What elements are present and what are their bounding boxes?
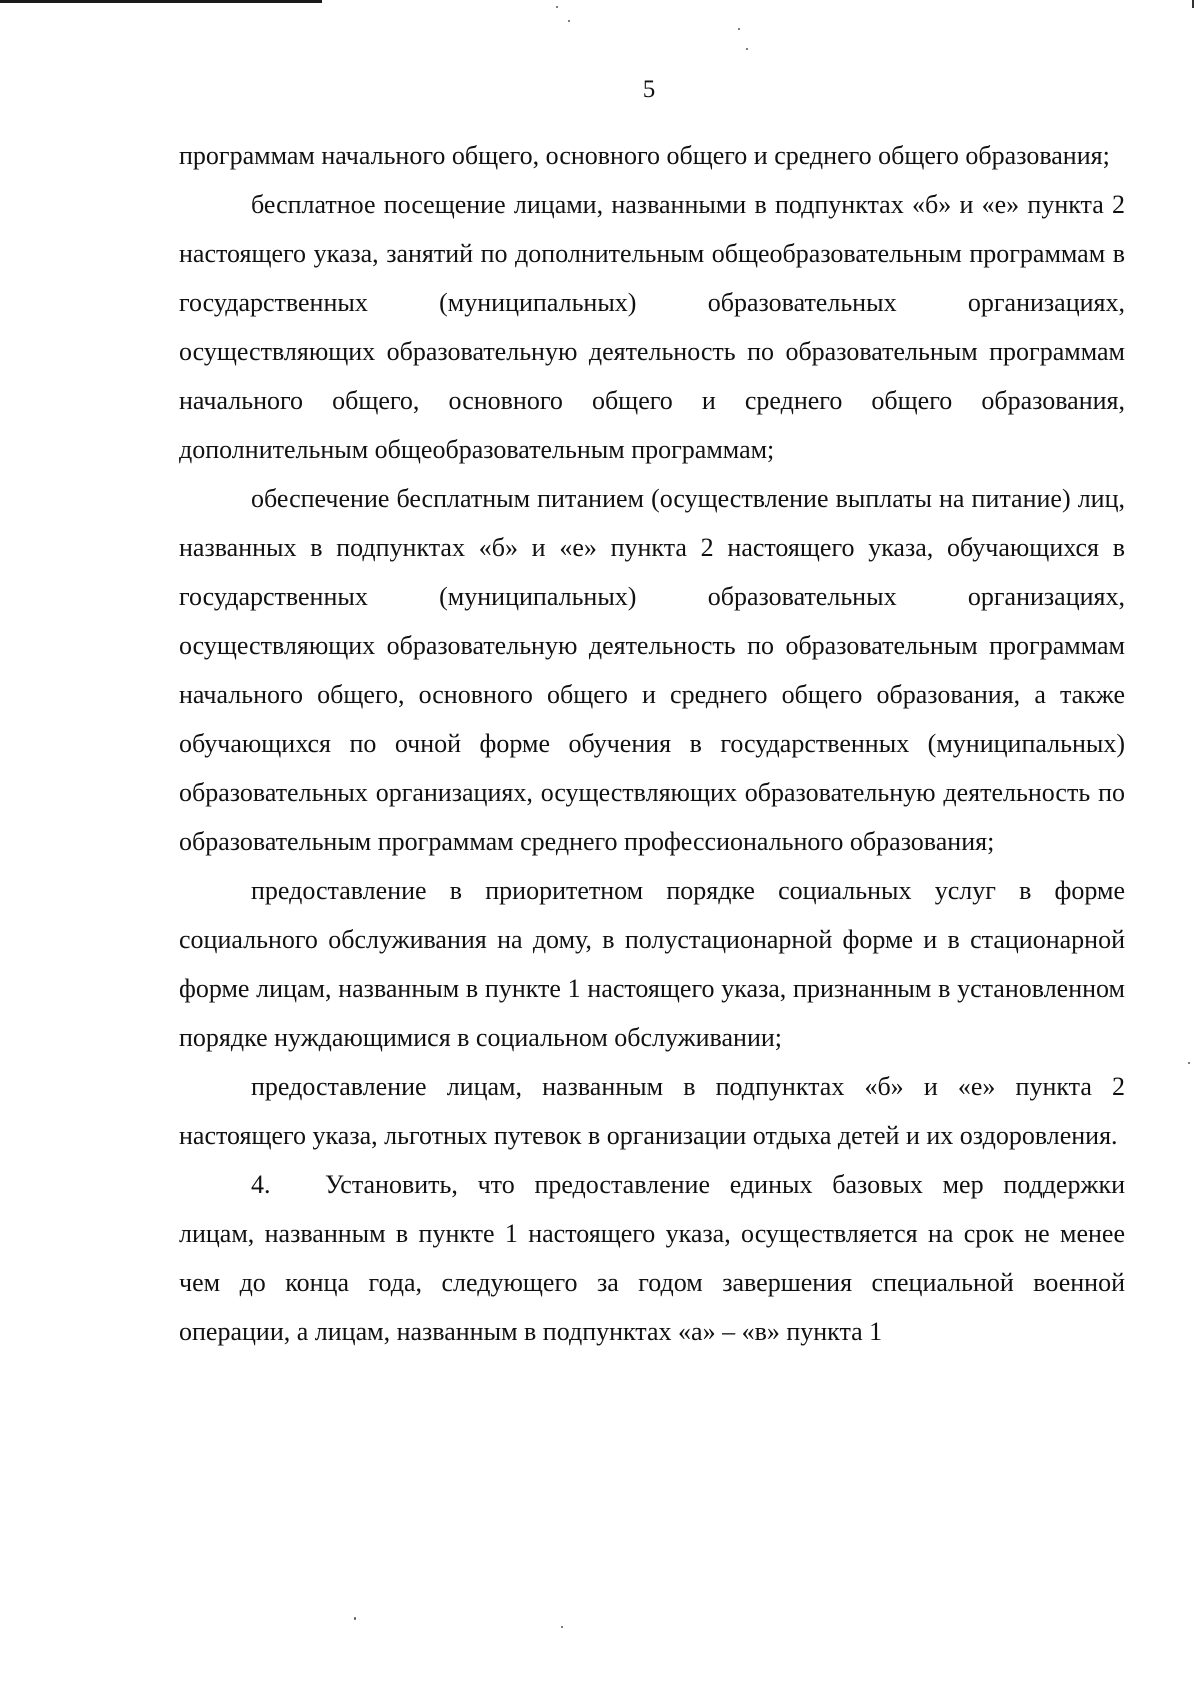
numbered-item-4 (179, 1160, 1125, 1356)
scan-speck (556, 6, 558, 8)
page-number: 5 (642, 76, 656, 103)
scan-border-mark (1192, 0, 1194, 8)
paragraph-continuation: программам начального общего, основного общего и среднего общего образования; (179, 141, 1110, 170)
scan-speck (561, 1626, 563, 1628)
document-body (179, 131, 1125, 1356)
scan-speck (568, 20, 570, 22)
paragraph-vouchers: предоставление лицам, названным в подпунктах «б» и «е» пункта 2 настоящего указа, льготных путевок в организации отдыха детей и их оздоровления. (179, 1072, 1125, 1150)
scan-speck (354, 1617, 356, 1620)
item-text: Установить, что предоставление единых базовых мер поддержки лицам, названным в пункте 1 настоящего указа, осуществляется на срок не менее чем до конца года, следующего за годом завершения специальной военной операции, а лицам, названным в подпунктах «а» – «в» пункта 1 (179, 1170, 1125, 1346)
item-number: 4. (251, 1170, 271, 1199)
scan-speck (738, 28, 740, 30)
paragraph-social-services: предоставление в приоритетном порядке социальных услуг в форме социального обслуживания на дому, в полустационарной форме и в стационарной форме лицам, названным в пункте 1 настоящего указа, признанным в установленном порядке нуждающимися в социальном обслуживании; (179, 876, 1125, 1052)
paragraph-free-classes: бесплатное посещение лицами, названными в подпунктах «б» и «е» пункта 2 настоящего указа, занятий по дополнительным общеобразовательным программам в государственных (муниципальных) образовательных организациях, осуществляющих образовательную деятельность по образовательным программам начального общего, основного общего и среднего общего образования, дополнительным общеобразовательным программам; (179, 190, 1125, 464)
scan-speck (1188, 1062, 1190, 1064)
scan-speck (746, 48, 748, 50)
paragraph-free-meals: обеспечение бесплатным питанием (осуществление выплаты на питание) лиц, названных в подпунктах «б» и «е» пункта 2 настоящего указа, обучающихся в государственных (муниципальных) образовательных организациях, осуществляющих образовательную деятельность по образовательным программам начального общего, основного общего и среднего общего образования, а также обучающихся по очной форме обучения в государственных (муниципальных) образовательных организациях, осуществляющих образовательную деятельность по образовательным программам среднего профессионального образования; (179, 484, 1125, 856)
scan-border-mark (0, 0, 322, 3)
